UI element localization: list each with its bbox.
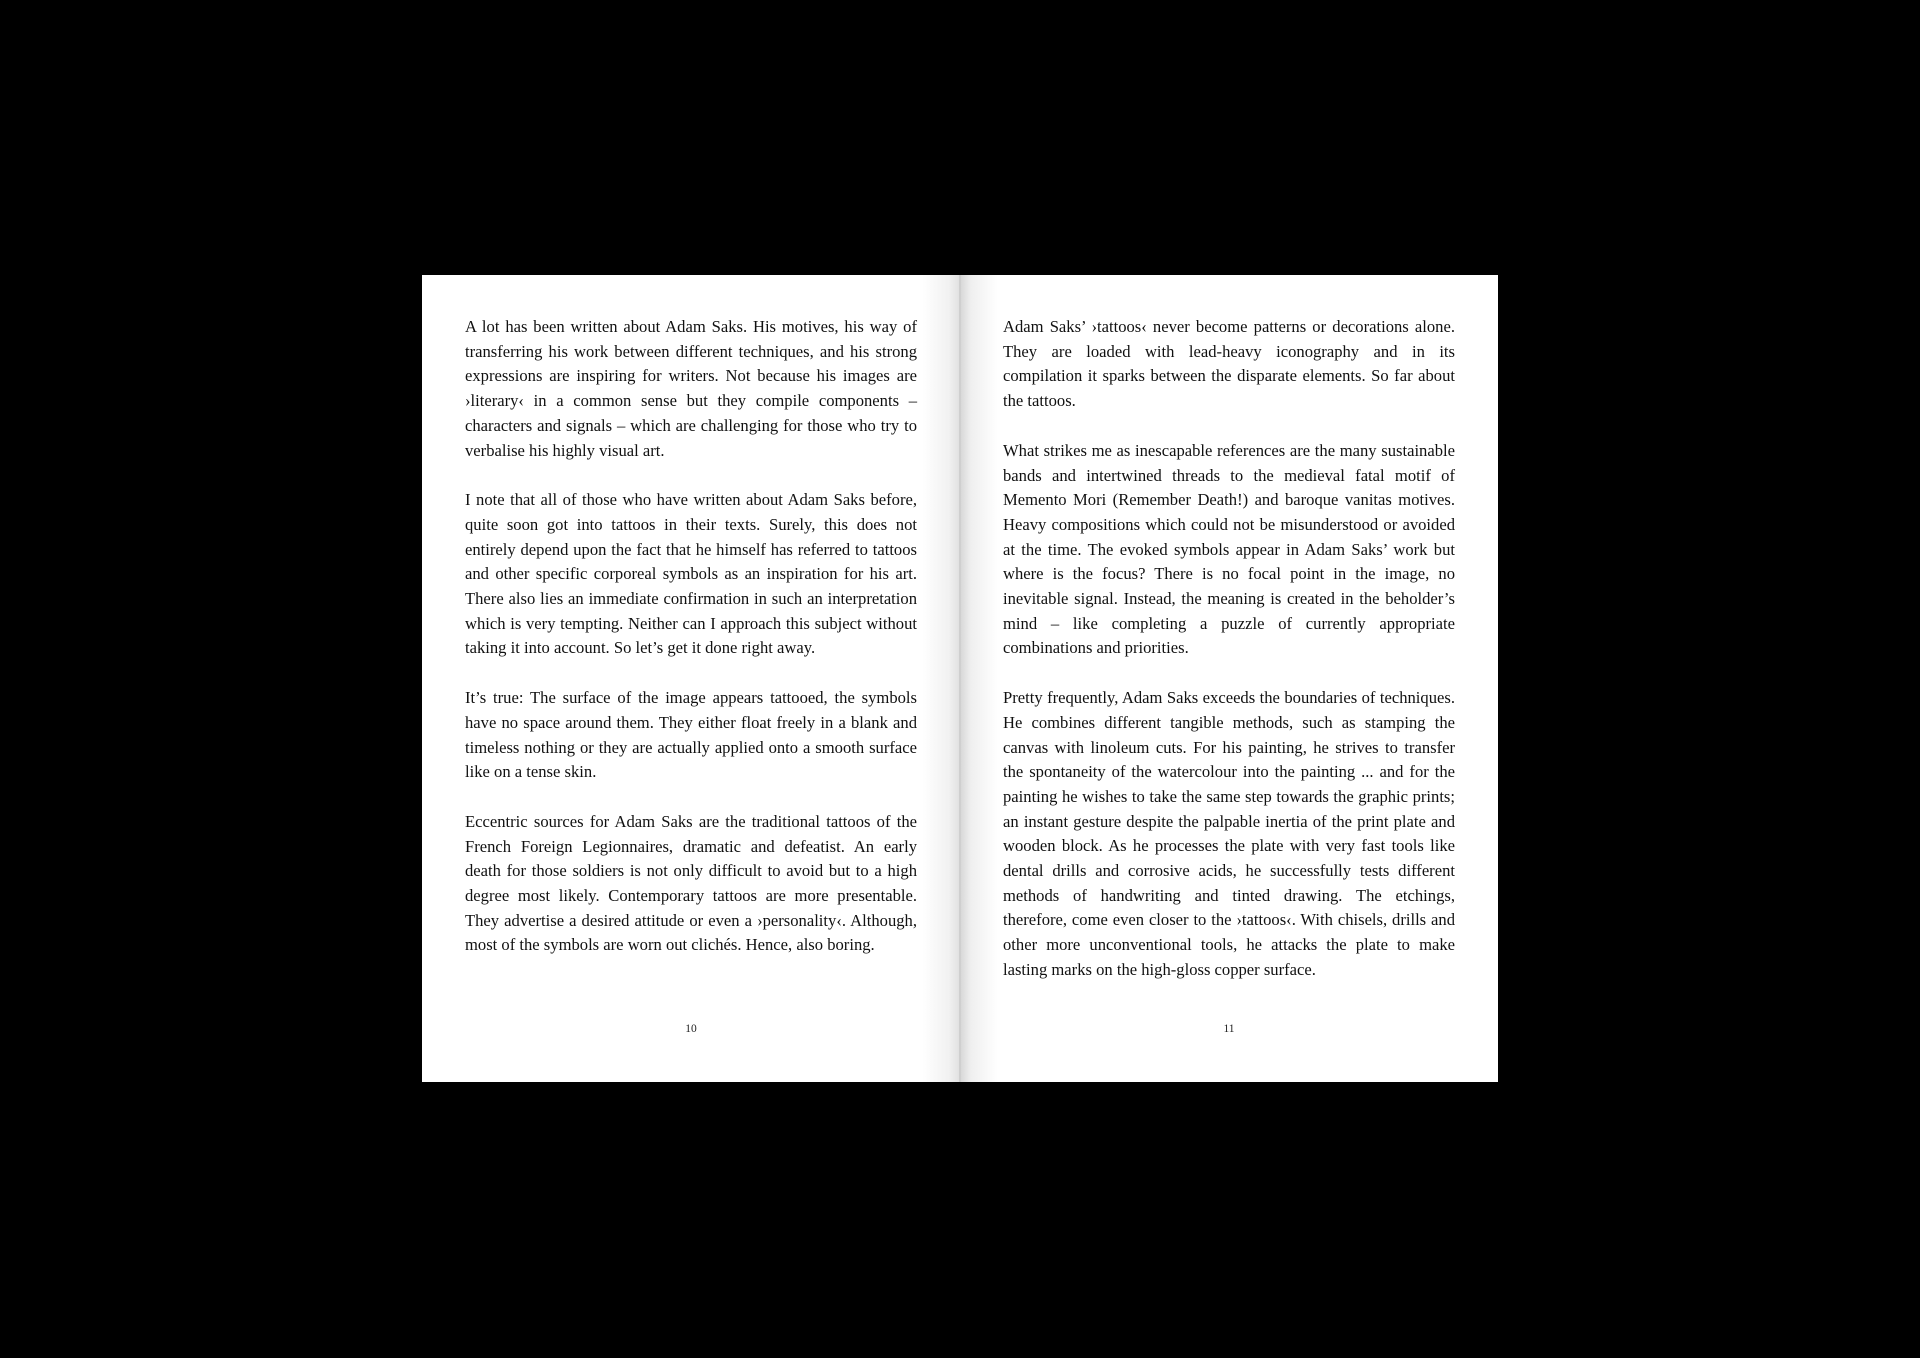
right-paragraph-1: Adam Saks’ ›tattoos‹ never become patterns or decorations alone. They are loaded with lead-heavy iconography and in its compilation it sparks between the disparate elements. So far about the tattoos.	[1003, 317, 1455, 411]
right-paragraph-2: What strikes me as inescapable references are the many sustainable bands and intertwined threads to the medieval fatal motif of Memento Mori (Remember Death!) and baroque vanitas motives. Heavy compositions which could not be misunderstood or avoided at the time. The evoked symbols appear in Adam Saks’ work but where is the focus? There is no focal point in the image, no inevitable signal. Instead, the meaning is created in the beholder’s mind – like completing a puzzle of currently appropriate combinations and priorities.	[1003, 440, 1455, 658]
right-page	[960, 275, 1498, 1082]
right-page-number: 11	[1223, 1023, 1235, 1035]
left-page-number: 10	[685, 1023, 697, 1035]
left-paragraph-3: It’s true: The surface of the image appears tattooed, the symbols have no space around them. They either float freely in a blank and timeless nothing or they are actually applied onto a smooth surface like on a tense skin.	[465, 688, 917, 782]
left-paragraph-1: A lot has been written about Adam Saks. His motives, his way of transferring his work between different techniques, and his strong expressions are inspiring for writers. Not because his images are ›literary‹ in a common sense but they compile components – characters and signals – which are challenging for those who try to verbalise his highly visual art.	[465, 317, 917, 460]
right-paragraph-3: Pretty frequently, Adam Saks exceeds the boundaries of techniques. He combines different tangible methods, such as stamping the canvas with linoleum cuts. For his painting, he strives to transfer the spontaneity of the watercolour into the painting ... and for the painting he wishes to take the same step towards the graphic prints; an instant gesture despite the palpable inertia of the print plate and wooden block. As he processes the plate with very fast tools like dental drills and corrosive acids, he successfully tests different methods of handwriting and tinted drawing. The etchings, therefore, come even closer to the ›tattoos‹. With chisels, drills and other more unconventional tools, he attacks the plate to make lasting marks on the high-gloss copper surface.	[1003, 688, 1455, 979]
left-page	[422, 275, 960, 1082]
book-gutter	[959, 275, 961, 1082]
book-spread	[422, 275, 1498, 1082]
left-paragraph-4: Eccentric sources for Adam Saks are the traditional tattoos of the French Foreign Legionnaires, dramatic and defeatist. An early death for those soldiers is not only difficult to avoid but to a high degree most likely. Contemporary tattoos are more presentable. They advertise a desired attitude or even a ›personality‹. Although, most of the symbols are worn out clichés. Hence, also boring.	[465, 811, 917, 955]
left-paragraph-2: I note that all of those who have written about Adam Saks before, quite soon got into tattoos in their texts. Surely, this does not entirely depend upon the fact that he himself has referred to tattoos and other specific corporeal symbols as an inspiration for his art. There also lies an immediate confirmation in such an interpretation which is very tempting. Neither can I approach this subject without taking it into account. So let’s get it done right away.	[465, 490, 917, 658]
